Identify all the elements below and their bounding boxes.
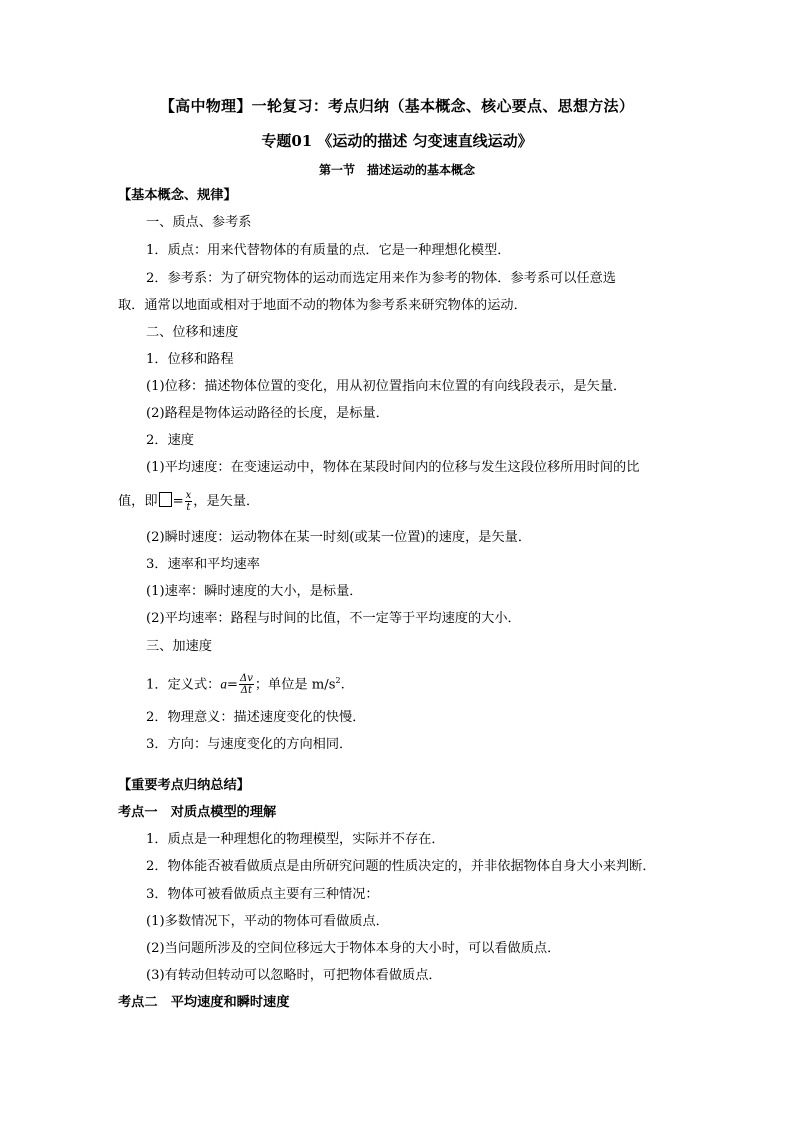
topic-title: 专题01 《运动的描述 匀变速直线运动》 bbox=[261, 132, 533, 150]
para-reference-line2: 取．通常以地面或相对于地面不动的物体为参考系来研究物体的运动． bbox=[118, 298, 527, 313]
equals-sign: = bbox=[172, 494, 184, 509]
definition-prefix: 1．定义式： bbox=[146, 677, 221, 693]
heading-displacement-velocity: 二、位移和速度 bbox=[146, 325, 239, 340]
fraction-numerator-dv: Δv bbox=[239, 673, 253, 685]
equals-sign-2: = bbox=[226, 677, 238, 693]
key-point-1-item3c: (3)有转动但转动可以忽略时，可把物体看做质点． bbox=[146, 968, 442, 983]
key-point-1-item1: 1．质点是一种理想化的物理模型，实际并不存在． bbox=[146, 832, 445, 847]
para-displacement: (1)位移：描述物体位置的变化，用从初位置指向末位置的有向线段表示，是矢量． bbox=[146, 379, 627, 394]
para-acceleration-definition bbox=[146, 672, 345, 696]
key-point-1-item3: 3．物体可被看做质点主要有三种情况： bbox=[146, 887, 379, 902]
para-average-velocity-line2 bbox=[118, 490, 259, 513]
para-average-velocity-line1: (1)平均速度：在变速运动中，物体在某段时间内的位移与发生这段位移所用时间的比 bbox=[146, 460, 640, 475]
para-speed: (1)速率：瞬时速度的大小，是标量． bbox=[146, 584, 363, 599]
key-point-1-item3a: (1)多数情况下，平动的物体可看做质点． bbox=[146, 914, 389, 929]
section-title: 第一节 描述运动的基本概念 bbox=[318, 163, 475, 177]
fraction-numerator: x bbox=[185, 490, 192, 501]
para-reference-line1: 2．参考系：为了研究物体的运动而选定用来作为参考的物体．参考系可以任意选 bbox=[146, 271, 616, 286]
key-point-1-item3b: (2)当问题所涉及的空间位移远大于物体本身的大小时，可以看做质点． bbox=[146, 941, 561, 956]
para-physical-meaning: 2．物理意义：描述速度变化的快慢． bbox=[146, 710, 366, 725]
avg-velocity-suffix: ，是矢量． bbox=[193, 494, 260, 509]
para-path: (2)路程是物体运动路径的长度，是标量． bbox=[146, 406, 389, 421]
fraction-denominator: t bbox=[186, 502, 191, 513]
v-bar-symbol-icon bbox=[159, 492, 172, 507]
fraction-x-over-t bbox=[185, 490, 193, 513]
avg-velocity-prefix: 值，即 bbox=[118, 494, 158, 509]
symbol-a: a bbox=[220, 676, 227, 692]
basic-heading: 【基本概念、规律】 bbox=[118, 188, 237, 203]
key-point-1-item2: 2．物体能否被看做质点是由所研究问题的性质决定的，并非依据物体自身大小来判断． bbox=[146, 859, 656, 874]
heading-particle-reference: 一、质点、参考系 bbox=[146, 215, 252, 230]
subheading-velocity: 2．速度 bbox=[146, 433, 194, 448]
unit-text: ；单位是 m/s bbox=[254, 677, 336, 693]
unit-period: . bbox=[340, 677, 345, 693]
unit-exponent: 2 bbox=[335, 676, 341, 685]
heading-acceleration: 三、加速度 bbox=[146, 639, 212, 654]
subheading-speed: 3．速率和平均速率 bbox=[146, 557, 260, 572]
para-direction: 3．方向：与速度变化的方向相同． bbox=[146, 737, 353, 752]
key-point-1-title: 考点一 对质点模型的理解 bbox=[118, 805, 277, 820]
fraction-denominator-dt: Δt bbox=[240, 685, 253, 697]
subheading-displacement-path: 1．位移和路程 bbox=[146, 352, 234, 367]
document-title: 【高中物理】一轮复习：考点归纳（基本概念、核心要点、思想方法） bbox=[159, 97, 635, 115]
para-average-speed: (2)平均速率：路程与时间的比值，不一定等于平均速度的大小． bbox=[146, 611, 521, 626]
key-point-2-title: 考点二 平均速度和瞬时速度 bbox=[118, 995, 290, 1010]
fraction-dv-over-dt bbox=[239, 673, 254, 696]
para-particle: 1．质点：用来代替物体的有质量的点．它是一种理想化模型． bbox=[146, 243, 511, 258]
key-points-heading: 【重要考点归纳总结】 bbox=[118, 778, 250, 793]
para-instant-velocity: (2)瞬时速度：运动物体在某一时刻(或某一位置)的速度，是矢量． bbox=[146, 530, 532, 545]
